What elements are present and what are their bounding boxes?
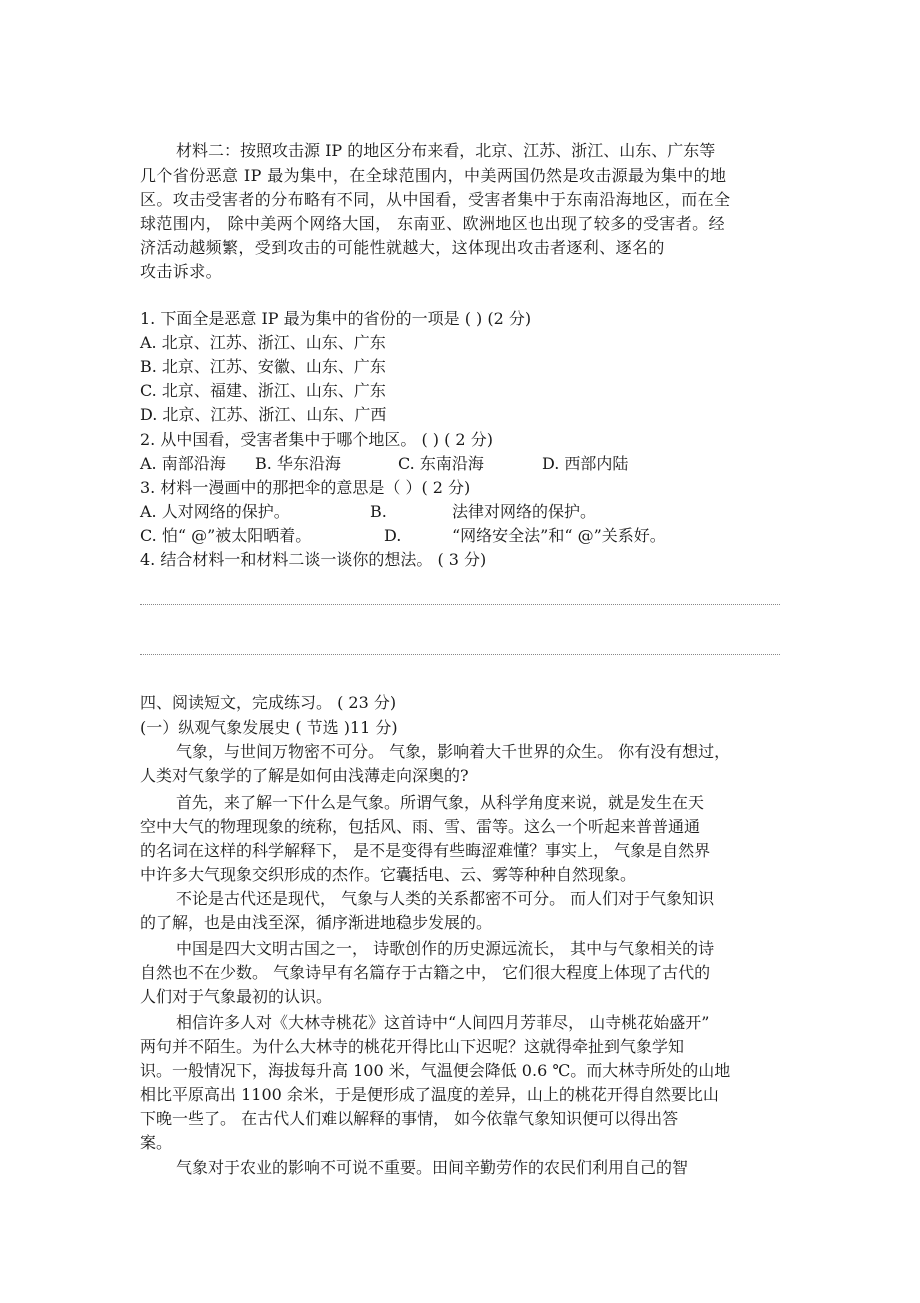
passage-line: 相信许多人对《大林寺桃花》这首诗中“人间四月芳菲尽， 山寺桃花始盛开” <box>176 1013 710 1032</box>
material2-line-6: 攻击诉求。 <box>140 262 223 281</box>
material2-line-5: 济活动越频繁，受到攻击的可能性就越大，这体现出攻击者逐利、逐名的 <box>140 238 665 257</box>
question-1-option-c: C. 北京、福建、浙江、山东、广东 <box>140 381 386 400</box>
answer-line-2[interactable] <box>140 654 780 655</box>
passage-line: 人们对于气象最初的认识。 <box>140 987 333 1006</box>
passage-line: 两句并不陌生。为什么大林寺的桃花开得比山下迟呢？这就得牵扯到气象学知 <box>140 1037 685 1056</box>
question-1-option-a: A. 北京、江苏、浙江、山东、广东 <box>140 333 386 352</box>
question-3-option-d-letter: D. <box>384 526 402 545</box>
question-2-option-b: B. 华东沿海 <box>255 454 341 473</box>
passage-line: 人类对气象学的了解是如何由浅薄走向深奥的? <box>140 766 469 785</box>
section-4-heading: 四、阅读短文，完成练习。 ( 23 分) <box>140 693 397 712</box>
passage-line: 首先，来了解一下什么是气象。所谓气象，从科学角度来说，就是发生在天 <box>176 793 705 812</box>
question-1-option-d: D. 北京、江苏、浙江、山东、广西 <box>140 405 387 424</box>
passage-line: 不论是古代还是现代， 气象与人类的关系都密不可分。 而人们对于气象知识 <box>176 889 715 908</box>
question-3-stem: 3. 材料一漫画中的那把伞的意思是（ ）( 2 分) <box>140 478 471 497</box>
question-3-option-a: A. 人对网络的保护。 <box>140 502 290 521</box>
question-3-option-b-text: 法律对网络的保护。 <box>452 502 597 521</box>
question-2-option-a: A. 南部沿海 <box>140 454 226 473</box>
question-1-option-b: B. 北京、江苏、安徽、山东、广东 <box>140 357 386 376</box>
answer-line-1[interactable] <box>140 604 780 605</box>
question-3-option-b-letter: B. <box>370 502 387 521</box>
passage-line: 识。一般情况下，海拔每升高 100 米，气温便会降低 0.6 ℃。而大林寺所处的山地 <box>140 1061 731 1080</box>
passage-line: 中国是四大文明古国之一， 诗歌创作的历史源远流长， 其中与气象相关的诗 <box>176 939 715 958</box>
question-2-stem: 2. 从中国看，受害者集中于哪个地区。 ( ) ( 2 分) <box>140 430 493 449</box>
passage-line: 中许多大气现象交织形成的杰作。它囊括电、云、雾等种种自然现象。 <box>140 865 637 884</box>
passage-line: 空中大气的物理现象的统称，包括风、雨、雪、雷等。这么一个听起来普普通通 <box>140 817 701 836</box>
question-2-option-c: C. 东南沿海 <box>398 454 484 473</box>
passage-line: 的了解，也是由浅至深，循序渐进地稳步发展的。 <box>140 913 493 932</box>
passage-line: 自然也不在少数。 气象诗早有名篇存于古籍之中， 它们很大程度上体现了古代的 <box>140 963 711 982</box>
material2-line-3: 区。攻击受害者的分布略有不同，从中国看，受害者集中于东南沿海地区，而在全 <box>140 190 731 209</box>
question-1-stem: 1. 下面全是恶意 IP 最为集中的省份的一项是 ( ) (2 分) <box>140 309 532 328</box>
passage-line: 的名词在这样的科学解释下， 是不是变得有些晦涩难懂？事实上， 气象是自然界 <box>140 841 711 860</box>
question-3-option-d-text: “网络安全法”和“ @”关系好。 <box>452 526 666 545</box>
passage-line: 下晚一些了。 在古代人们难以解释的事情， 如今依靠气象知识便可以得出答 <box>140 1109 679 1128</box>
passage-line: 气象，与世间万物密不可分。 气象，影响着大千世界的众生。 你有没有想过， <box>176 742 731 761</box>
passage-line: 气象对于农业的影响不可说不重要。田间辛勤劳作的农民们利用自己的智 <box>176 1158 689 1177</box>
material2-line-4: 球范围内， 除中美两个网络大国， 东南亚、欧洲地区也出现了较多的受害者。经 <box>140 214 725 233</box>
passage-line: 案。 <box>140 1133 173 1152</box>
question-4-stem: 4. 结合材料一和材料二谈一谈你的想法。 ( 3 分) <box>140 550 487 569</box>
section-4-subheading: (一）纵观气象发展史 ( 节选 )11 分) <box>140 718 398 737</box>
question-3-option-c: C. 怕“ @”被太阳晒着。 <box>140 526 312 545</box>
material2-line-1: 材料二：按照攻击源 IP 的地区分布来看，北京、江苏、浙江、山东、广东等 <box>176 141 716 160</box>
question-2-option-d: D. 西部内陆 <box>542 454 629 473</box>
material2-line-2: 几个省份恶意 IP 最为集中，在全球范围内，中美两国仍然是攻击源最为集中的地 <box>140 166 727 185</box>
passage-line: 相比平原高出 1100 余米，于是便形成了温度的差异，山上的桃花开得自然要比山 <box>140 1085 719 1104</box>
